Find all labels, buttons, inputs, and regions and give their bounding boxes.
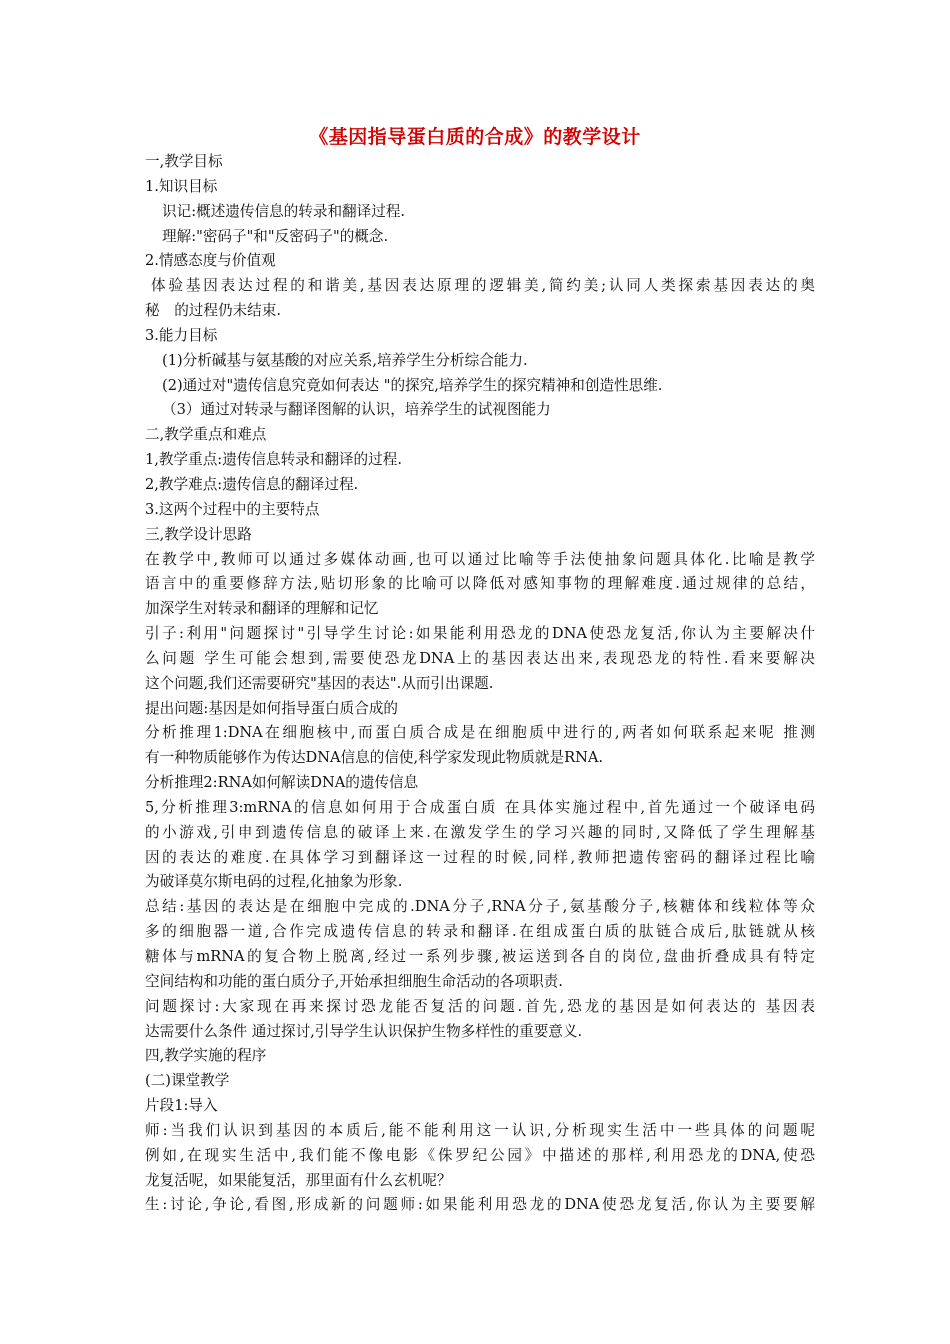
body-line: 识记:概述遗传信息的转录和翻译过程. xyxy=(162,202,406,220)
body-line: (1)分析碱基与氨基酸的对应关系,培养学生分析综合能力. xyxy=(162,351,528,369)
body-line: 师:当我们认识到基因的本质后,能不能利用这一认识,分析现实生活中一些具体的问题呢 xyxy=(145,1121,815,1139)
body-line: (2)通过对"遗传信息究竟如何表达 "的探究,培养学生的探究精神和创造性思维. xyxy=(162,376,663,394)
body-line: 例如,在现实生活中,我们能不像电影《侏罗纪公园》中描述的那样,利用恐龙的DNA,使恐 xyxy=(145,1146,815,1164)
body-line: 分析推理2:RNA如何解读DNA的遗传信息 xyxy=(145,774,419,792)
body-line: 四,教学实施的程序 xyxy=(145,1047,267,1065)
body-line: 3.这两个过程中的主要特点 xyxy=(145,500,320,518)
body-line: 理解:"密码子"和"反密码子"的概念. xyxy=(162,227,389,245)
body-line: 三,教学设计思路 xyxy=(145,525,252,543)
body-line: 有一种物质能够作为传达DNA信息的信使,科学家发现此物质就是RNA. xyxy=(145,749,604,767)
body-line: 2.情感态度与价值观 xyxy=(145,252,276,270)
body-line: 加深学生对转录和翻译的理解和记忆 xyxy=(145,600,379,618)
body-line: 提出问题:基因是如何指导蛋白质合成的 xyxy=(145,699,399,717)
body-line: 3.能力目标 xyxy=(145,326,218,344)
document-title: 《基因指导蛋白质的合成》的教学设计 xyxy=(309,126,641,148)
body-line: 1,教学重点:遗传信息转录和翻译的过程. xyxy=(145,451,402,469)
body-line: 分析推理1:DNA在细胞核中,而蛋白质合成是在细胞质中进行的,两者如何联系起来呢 推测 xyxy=(145,724,815,742)
body-line: 空间结构和功能的蛋白质分子,开始承担细胞生命活动的各项职责. xyxy=(145,972,563,990)
body-line: 2,教学难点:遗传信息的翻译过程. xyxy=(145,475,359,493)
body-line: 二,教学重点和难点 xyxy=(145,426,267,444)
body-line: 龙复活呢，如果能复活，那里面有什么玄机呢？ xyxy=(145,1171,452,1189)
body-line: 秘 的过程仍未结束. xyxy=(145,302,281,320)
body-line: 糖体与mRNA的复合物上脱离,经过一系列步骤,被运送到各自的岗位,盘曲折叠成具有特定 xyxy=(145,948,815,965)
body-line: 片段1:导入 xyxy=(145,1097,218,1115)
body-line: （3）通过对转录与翻译图解的认识，培养学生的试视图能力 xyxy=(162,401,551,419)
body-line: 多的细胞器一道,合作完成遗传信息的转录和翻译.在组成蛋白质的肽链合成后,肽链就从核 xyxy=(145,923,815,941)
body-line: 这个问题,我们还需要研究"基因的表达".从而引出课题. xyxy=(145,674,494,692)
body-line: 么问题 学生可能会想到,需要使恐龙DNA上的基因表达出来,表现恐龙的特性.看来要解决 xyxy=(145,649,815,667)
body-line: 引子:利用"问题探讨"引导学生讨论:如果能利用恐龙的DNA使恐龙复活,你认为主要解决什 xyxy=(145,625,815,643)
body-line: 总结:基因的表达是在细胞中完成的.DNA分子,RNA分子,氨基酸分子,核糖体和线粒体等众 xyxy=(145,898,815,916)
document-body xyxy=(145,150,815,1218)
body-line: 在教学中,教师可以通过多媒体动画,也可以通过比喻等手法使抽象问题具体化.比喻是教学 xyxy=(145,550,815,568)
body-line: 生:讨论,争论,看图,形成新的问题师:如果能利用恐龙的DNA使恐龙复活,你认为主要要解 xyxy=(145,1196,815,1214)
body-line: 1.知识目标 xyxy=(145,177,218,195)
body-line: 体验基因表达过程的和谐美,基因表达原理的逻辑美,简约美;认同人类探索基因表达的奥 xyxy=(151,277,815,295)
body-line: 一,教学目标 xyxy=(145,153,223,170)
body-line: 达需要什么条件 通过探讨,引导学生认识保护生物多样性的重要意义. xyxy=(145,1022,583,1040)
body-line: 5,分析推理3:mRNA的信息如何用于合成蛋白质 在具体实施过程中,首先通过一个破译电码 xyxy=(145,798,815,816)
body-line: 的小游戏,引申到遗传信息的破译上来.在激发学生的学习兴趣的同时,又降低了学生理解基 xyxy=(145,823,815,841)
body-line: 因的表达的难度.在具体学习到翻译这一过程的时候,同样,教师把遗传密码的翻译过程比喻 xyxy=(145,848,815,866)
body-line: 为破译莫尔斯电码的过程,化抽象为形象. xyxy=(145,873,403,891)
body-line: 问题探讨:大家现在再来探讨恐龙能否复活的问题.首先,恐龙的基因是如何表达的 基因表 xyxy=(145,997,815,1015)
body-line: 语言中的重要修辞方法,贴切形象的比喻可以降低对感知事物的理解难度.通过规律的总结， xyxy=(145,575,815,593)
body-line: (二)课堂教学 xyxy=(145,1072,230,1090)
